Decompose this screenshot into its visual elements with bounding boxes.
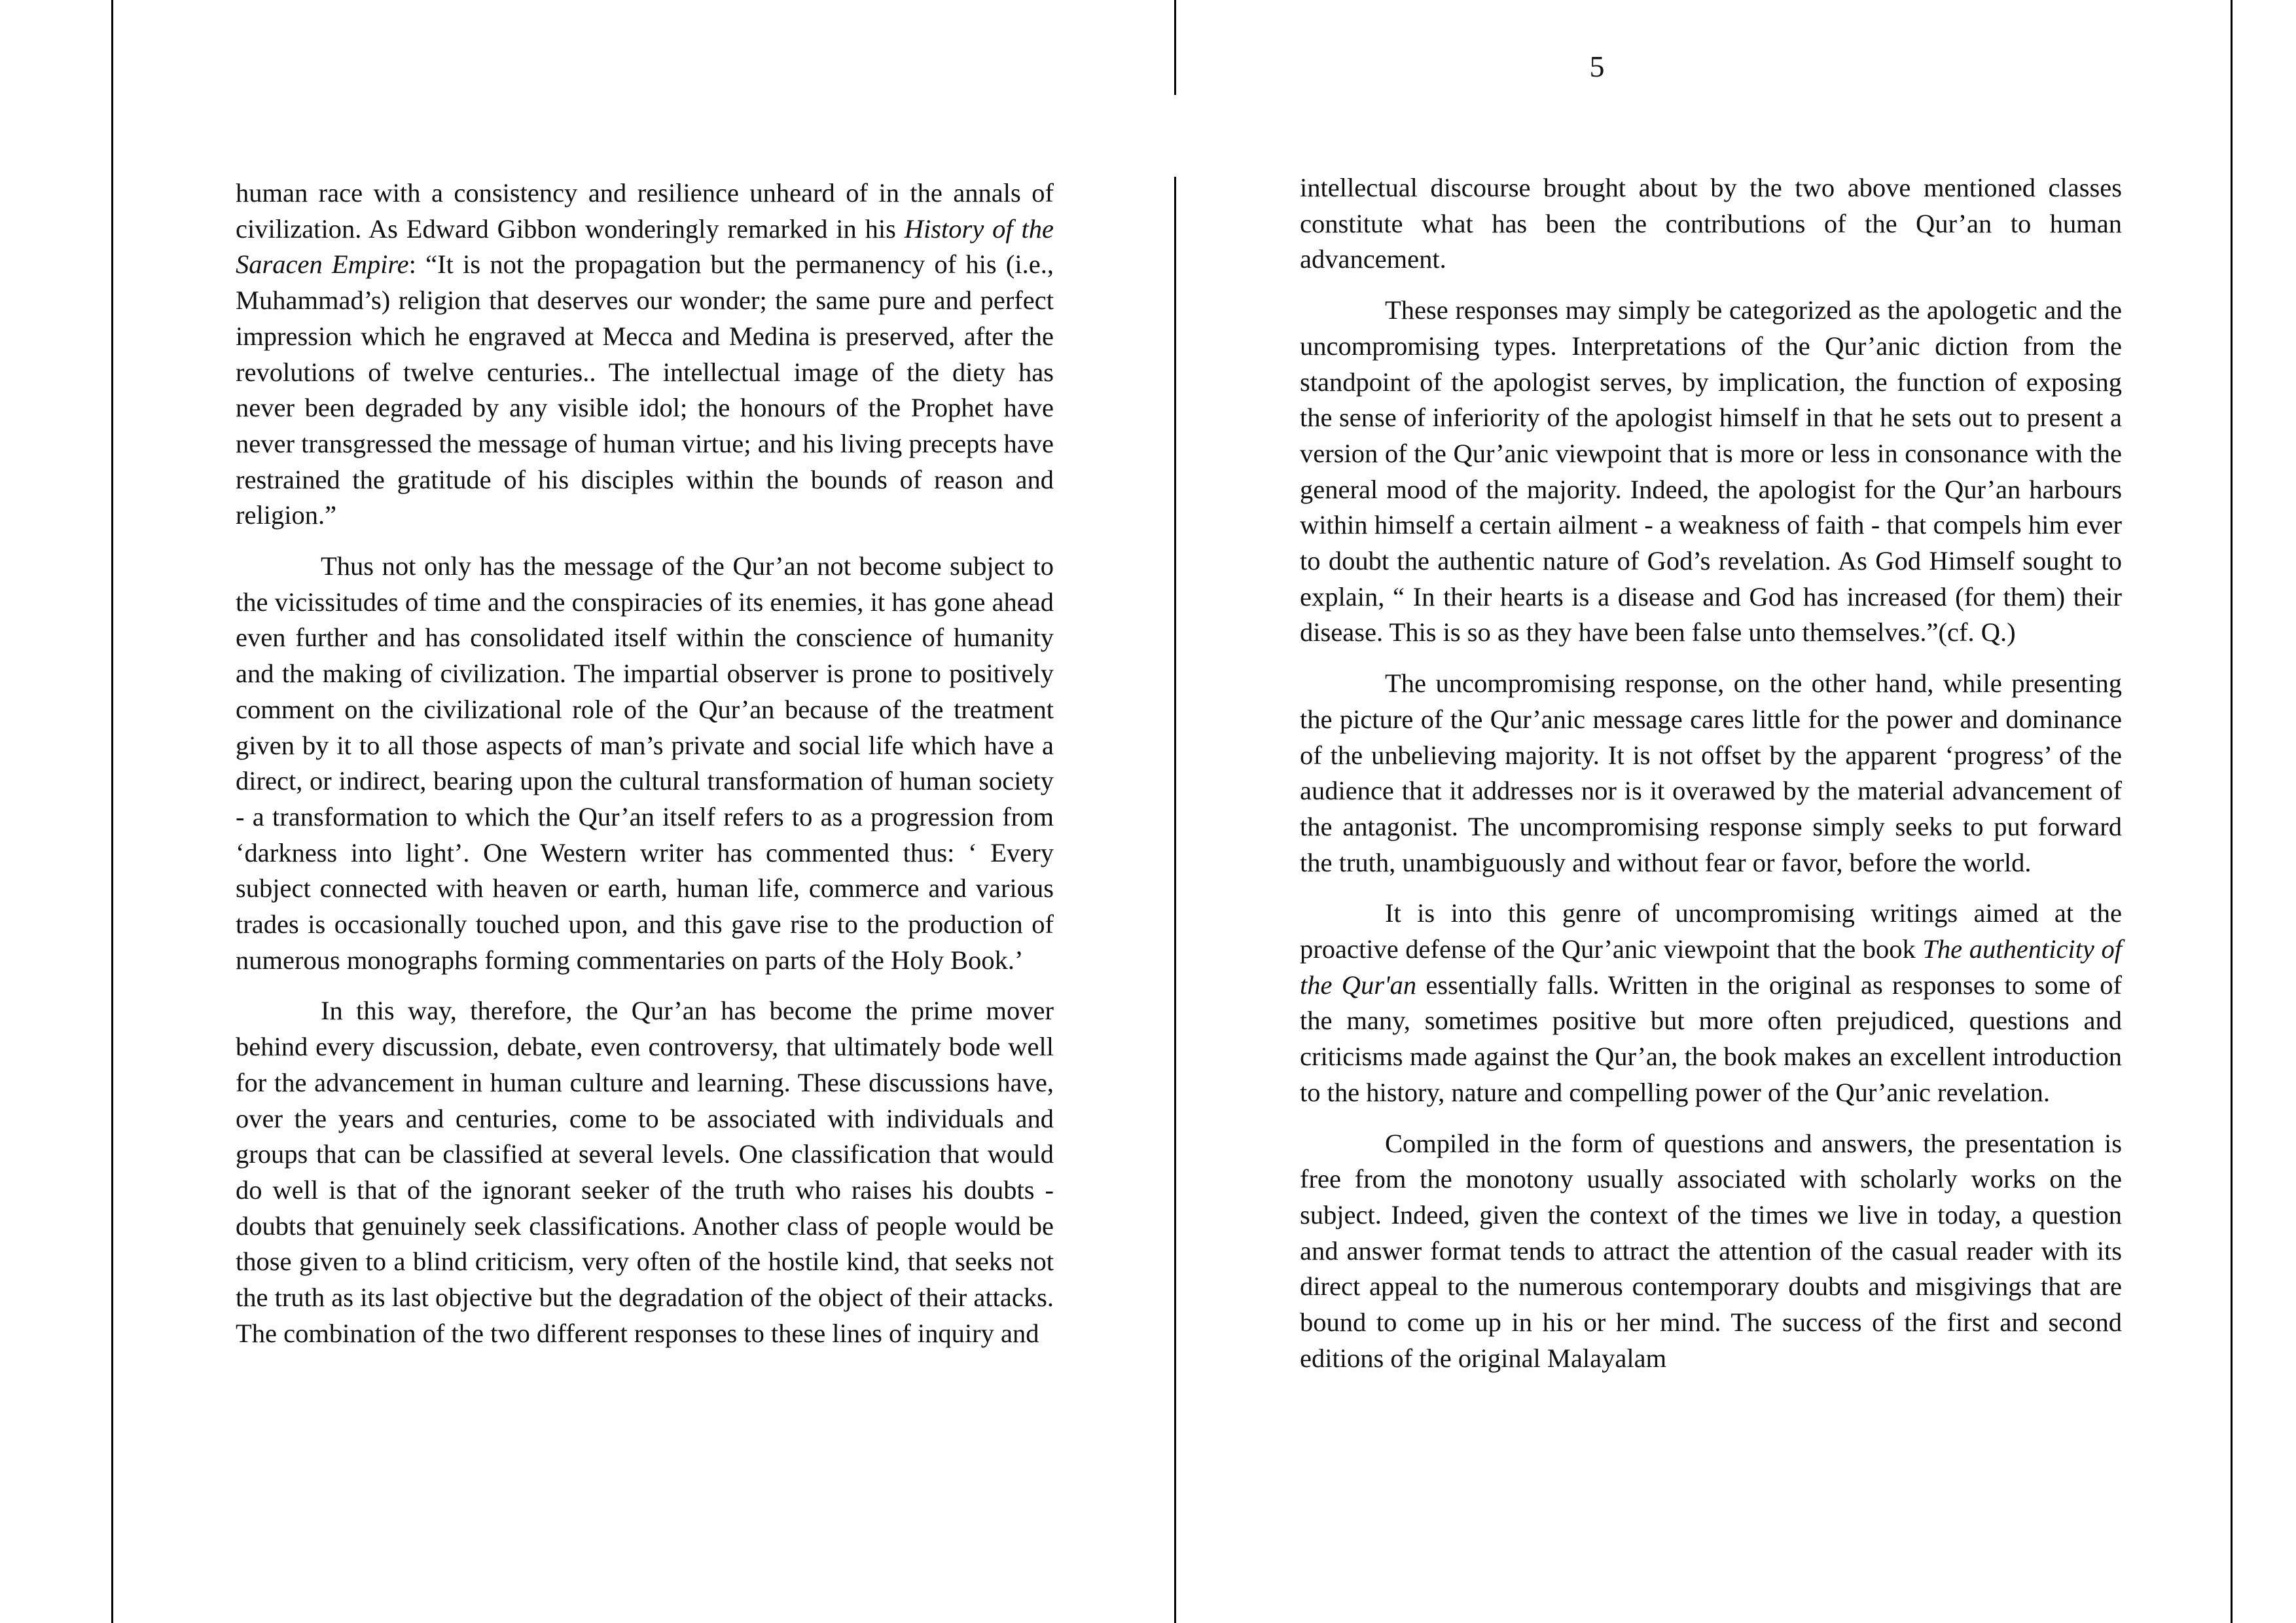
gutter-rule-bottom [1174, 177, 1176, 1623]
paragraph [1300, 170, 2122, 278]
text-run: human race with a consistency and resilience unheard of in the annals of civilization. As Edward Gibbon wonderingly remarked in his [236, 178, 1054, 244]
paragraph [236, 175, 1054, 534]
gutter-rule-top [1174, 0, 1176, 95]
right-page-text-column [1300, 170, 2122, 1392]
paragraph [1300, 666, 2122, 881]
page-number: 5 [1589, 50, 1605, 83]
paragraph [1300, 1126, 2122, 1377]
italic-title: History of the Saracen Empire [236, 213, 1054, 280]
text-run: It is into this genre of uncompromising writings aimed at the proactive defense of the Qur’anic viewpoint that the book [1300, 898, 2122, 964]
text-run: : “It is not the propagation but the permanency of his (i.e., Muhammad’s) religion that deserves our wonder; the same pure and perfect impression which he engraved at Mecca and Medina is preserved, after the revolutions of twelve centuries.. The intellectual image of the diety has never been degraded by any visible idol; the honours of the Prophet have never transgressed the message of human virtue; and his living precepts have restrained the gratitude of his disciples within the bounds of reason and religion.” [236, 249, 1054, 530]
text-run: intellectual discourse brought about by the two above mentioned classes constitute what has been the contributions of the Qur’an to human advancement. [1300, 173, 2122, 274]
text-run: The uncompromising response, on the other hand, while presenting the picture of the Qur’anic message cares little for the power and dominance of the unbelieving majority. It is not offset by the apparent ‘progress’ of the audience that it addresses nor is it overawed by the material advancement of the antagonist. The uncompromising response simply seeks to put forward the truth, unambiguously and without fear or favor, before the world. [1300, 668, 2122, 877]
text-run: These responses may simply be categorized as the apologetic and the uncompromising types. Interpretations of the Qur’anic diction from the standpoint of the apologist serves, by implication, the function of exposing the sense of inferiority of the apologist himself in that he sets out to present a version of the Qur’anic viewpoint that is more or less in consonance with the general mood of the majority. Indeed, the apologist for the Qur’an harbours within himself a certain ailment - a weakness of faith - that compels him ever to doubt the authentic nature of God’s revelation. As God Himself sought to explain, “ In their hearts is a disease and God has increased (for them) their disease. This is so as they have been false unto themselves.”(cf. Q.) [1300, 295, 2122, 647]
italic-title: The authenticity of the Qur'an [1300, 934, 2122, 1000]
paragraph [1300, 896, 2122, 1110]
paragraph [236, 993, 1054, 1351]
paragraph [236, 549, 1054, 978]
right-page-edge-rule [2231, 0, 2233, 1623]
text-run: essentially falls. Written in the original as responses to some of the many, sometimes positive but more often prejudiced, questions and criticisms made against the Qur’an, the book makes an excellent introduction to the history, nature and compelling power of the Qur’anic revelation. [1300, 970, 2122, 1107]
paragraph [1300, 293, 2122, 651]
left-page-edge-rule [111, 0, 113, 1623]
text-run: In this way, therefore, the Qur’an has become the prime mover behind every discussion, debate, even controversy, that ultimately bode well for the advancement in human culture and learning. These discussions have, over the years and centuries, come to be associated with individuals and groups that can be classified at several levels. One classification that would do well is that of the ignorant seeker of the truth who raises his doubts - doubts that genuinely seek classifications. Another class of people would be those given to a blind criticism, very often of the hostile kind, that seeks not the truth as its last objective but the degradation of the object of their attacks. The combination of the two different responses to these lines of inquiry and [236, 996, 1054, 1348]
text-run: Compiled in the form of questions and answers, the presentation is free from the monotony usually associated with scholarly works on the subject. Indeed, given the context of the times we live in today, a question and answer format tends to attract the attention of the casual reader with its direct appeal to the numerous contemporary doubts and misgivings that are bound to come up in his or her mind. The success of the first and second editions of the original Malayalam [1300, 1128, 2122, 1373]
left-page-text-column [236, 175, 1054, 1367]
text-run: Thus not only has the message of the Qur’an not become subject to the vicissitudes of time and the conspiracies of its enemies, it has gone ahead even further and has consolidated itself within the conscience of humanity and the making of civilization. The impartial observer is prone to positively comment on the civilizational role of the Qur’an because of the treatment given by it to all those aspects of man’s private and social life which have a direct, or indirect, bearing upon the cultural transformation of human society - a transformation to which the Qur’an itself refers to as a progression from ‘darkness into light’. One Western writer has commented thus: ‘ Every subject connected with heaven or earth, human life, commerce and various trades is occasionally touched upon, and this gave rise to the production of numerous monographs forming commentaries on parts of the Holy Book.’ [236, 551, 1054, 975]
